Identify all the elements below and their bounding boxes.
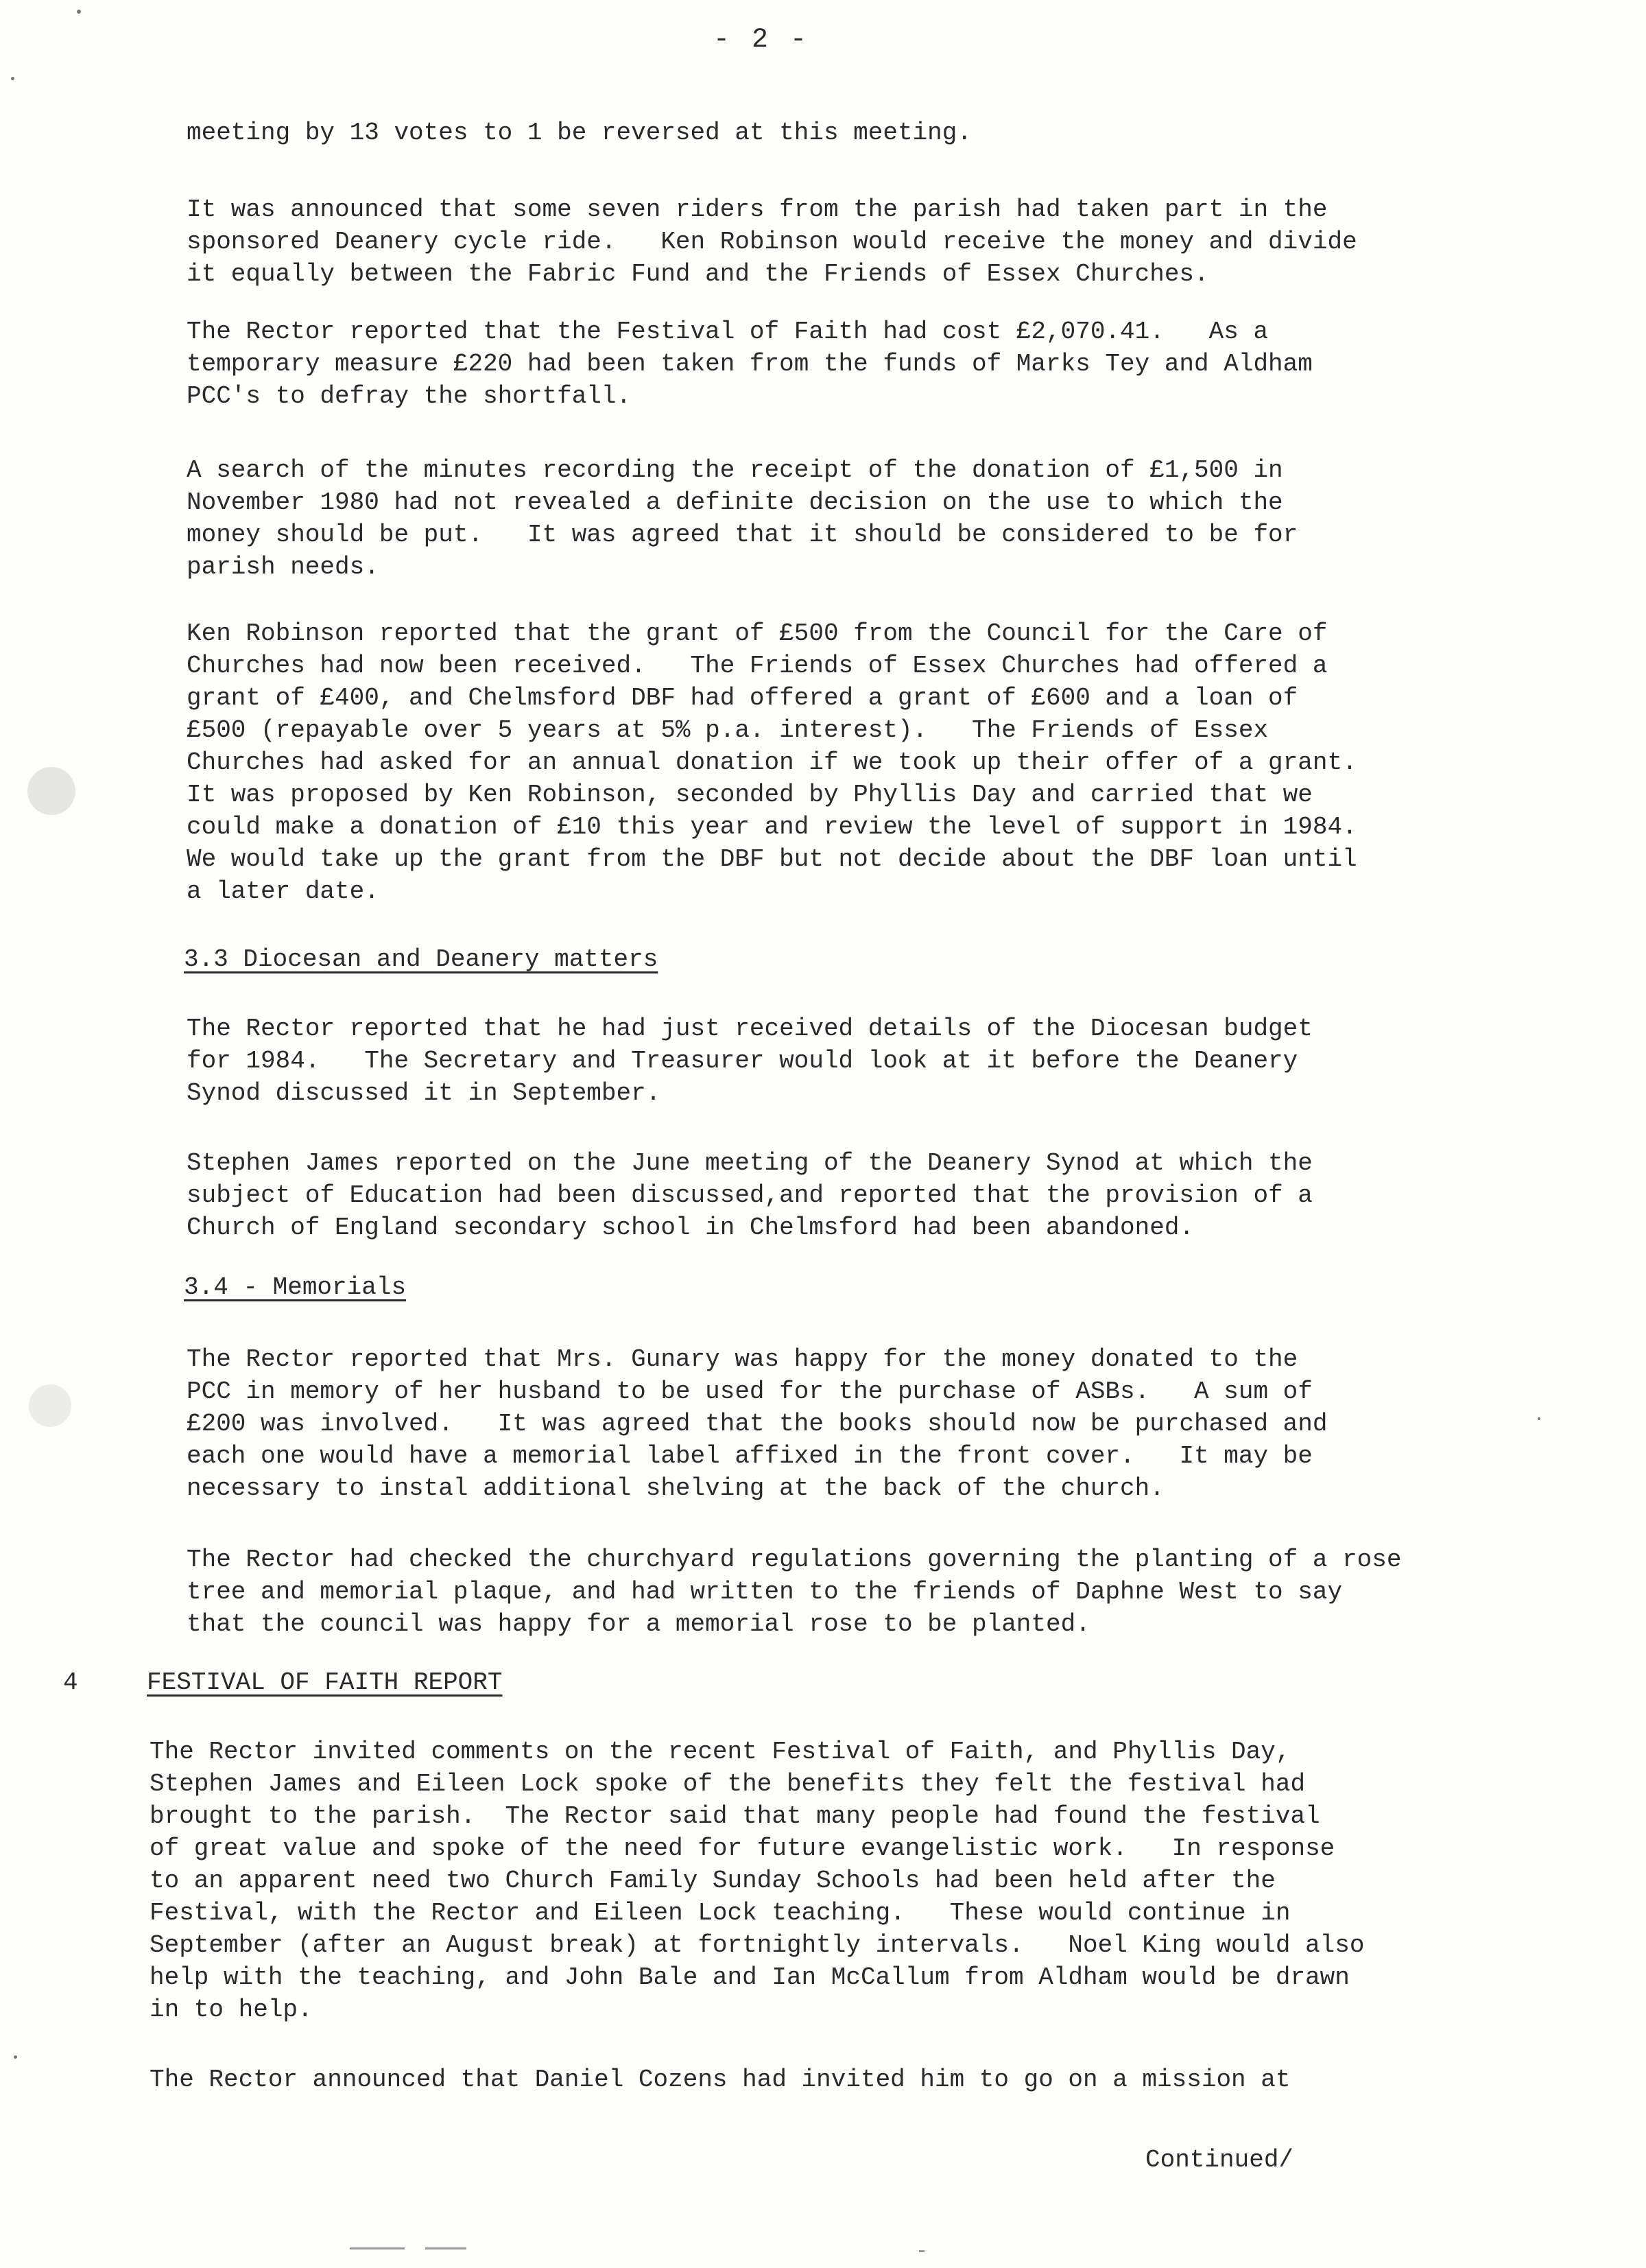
heading-memorials: 3.4 - Memorials [184,1273,407,1301]
paragraph-memorial-asbs: The Rector reported that Mrs. Gunary was happy for the money donated to the PCC in memory of her husband to be used for the purchase of ASBs. A sum of £200 was involved. It was agreed that the books should now be purchased and each one would have a memorial label affixed in the front cover. It may be necessary to instal additional shelving at the back of the church. [187,1345,1328,1502]
scan-dash [919,2250,925,2252]
scan-speck [1538,1417,1540,1420]
scan-speck [77,10,81,14]
scan-speck [14,2055,17,2059]
paragraph-donation-search: A search of the minutes recording the receipt of the donation of £1,500 in November 1980 had not revealed a definite decision on the use to which the money should be put. It was agreed that it should be considered to be for parish needs. [187,456,1298,581]
paragraph-diocesan-budget: The Rector reported that he had just received details of the Diocesan budget for 1984. The Secretary and Treasurer would look at it before the Deanery Synod discussed it in September. [187,1015,1313,1107]
heading-festival-report: FESTIVAL OF FAITH REPORT [147,1668,503,1697]
punch-hole-mark [29,1384,71,1427]
paragraph-memorial-rose: The Rector had checked the churchyard regulations governing the planting of a rose tree and memorial plaque, and had written to the friends of Daphne West to say that the council was happy for a memorial rose to be planted. [187,1546,1402,1638]
continued-note: Continued/ [1145,2146,1294,2174]
punch-hole-mark [27,767,75,815]
scan-dash [350,2247,405,2249]
paragraph-grants: Ken Robinson reported that the grant of £500 from the Council for the Care of Churches had now been received. The Friends of Essex Churches had offered a grant of £400, and Chelmsford DBF had offered a grant of £600 and a loan of £500 (repayable over 5 years at 5% p.a. interest). The Friends of Essex Churches had asked for an annual donation if we took up their offer of a grant. It was proposed by Ken Robinson, seconded by Phyllis Day and carried that we could make a donation of £10 this year and review the level of support in 1984. We would take up the grant from the DBF but not decide about the DBF loan until a later date. [187,619,1357,906]
paragraph-festival-cost: The Rector reported that the Festival of Faith had cost £2,070.41. As a temporary measure £220 had been taken from the funds of Marks Tey and Aldham PCC's to defray the shortfall. [187,318,1313,410]
page-number: - 2 - [713,25,810,56]
section-number: 4 [63,1668,78,1697]
paragraph-vote-reversal: meeting by 13 votes to 1 be reversed at this meeting. [187,119,972,147]
scan-dash [425,2247,466,2249]
heading-diocesan-deanery: 3.3 Diocesan and Deanery matters [184,945,658,973]
paragraph-festival-comments: The Rector invited comments on the recent Festival of Faith, and Phyllis Day, Stephen James and Eileen Lock spoke of the benefits they felt the festival had brought to the parish. The Rector said that many people had found the festival of great value and spoke of the need for future evangelistic work. In response to an apparent need two Church Family Sunday Schools had been held after the Festival, with the Rector and Eileen Lock teaching. These would continue in September (after an August break) at fortnightly intervals. Noel King would also help with the teaching, and John Bale and Ian McCallum from Aldham would be drawn in to help. [150,1738,1365,2024]
paragraph-mission-invite: The Rector announced that Daniel Cozens had invited him to go on a mission at [150,2066,1291,2094]
scan-speck [11,77,14,80]
paragraph-deanery-synod: Stephen James reported on the June meeting of the Deanery Synod at which the subject of Education had been discussed,and reported that the provision of a Church of England secondary school in Chelmsford had been abandoned. [187,1149,1313,1242]
paragraph-cycle-ride: It was announced that some seven riders from the parish had taken part in the sponsored Deanery cycle ride. Ken Robinson would receive the money and divide it equally between the Fabric Fund and the Friends of Essex Churches. [187,196,1357,288]
